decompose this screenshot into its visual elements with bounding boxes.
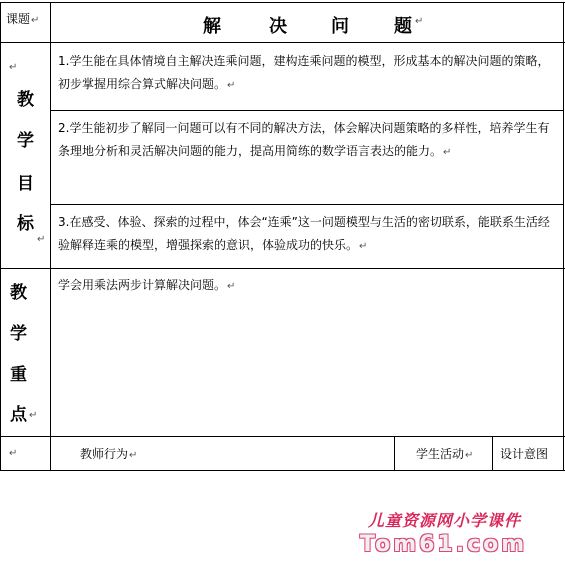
student-activity-header: 学生活动↵ [416,447,474,461]
title-char: 问 [331,16,349,37]
title-char: 解 [203,16,221,37]
table-border-bottom [0,470,565,471]
row-divider [0,268,565,269]
paragraph-mark: ↵ [9,62,18,73]
key-point-text: 学会用乘法两步计算解决问题。↵ [58,278,236,292]
goal-item-1: 1.学生能在具体情境自主解决连乘问题，建构连乘问题的模型，形成基本的解决问题的策略，初步掌握用综合算式解决问题。↵ [58,54,550,91]
subject-label: 课题↵ [6,12,40,26]
column-divider [50,2,51,470]
column-divider [394,436,395,470]
goals-side-char: 标 [17,214,34,234]
goals-side-char: 目 [17,174,34,194]
watermark-logo: Tom61.com [360,532,528,557]
goal-divider [51,110,564,111]
goals-side-char: 学 [17,131,34,151]
keypoints-side-char: 点 [10,405,27,425]
table-border-top [0,2,565,3]
keypoints-side-char: 重 [10,365,27,385]
column-divider [492,436,493,470]
paragraph-mark: ↵ [9,448,18,459]
watermark-text: 儿童资源网小学课件 [368,511,522,530]
goal-item-3: 3.在感受、体验、探索的过程中，体会“连乘”这一问题模型与生活的密切联系，能联系生活经验解释连乘的模型，增强探索的意识，体验成功的快乐。↵ [58,215,550,252]
paragraph-mark: ↵ [415,16,424,27]
title-char: 决 [269,16,287,37]
goal-divider [51,204,564,205]
row-divider [0,42,565,43]
row-divider [0,436,565,437]
table-border-left [0,2,1,470]
teacher-behavior-header: 教师行为↵ [80,447,138,461]
paragraph-mark: ↵ [29,410,38,421]
design-intent-header: 设计意图 [500,447,549,461]
keypoints-side-char: 学 [10,324,27,344]
title-char: 题 [394,16,412,37]
goals-side-char: 教 [17,90,34,110]
goal-item-2: 2.学生能初步了解同一问题可以有不同的解决方法，体会解决问题策略的多样性，培养学生有条理地分析和灵活解决问题的能力，提高用简练的数学语言表达的能力。↵ [58,121,550,158]
paragraph-mark: ↵ [37,234,46,245]
table-border-right [563,2,564,470]
keypoints-side-char: 教 [10,283,27,303]
